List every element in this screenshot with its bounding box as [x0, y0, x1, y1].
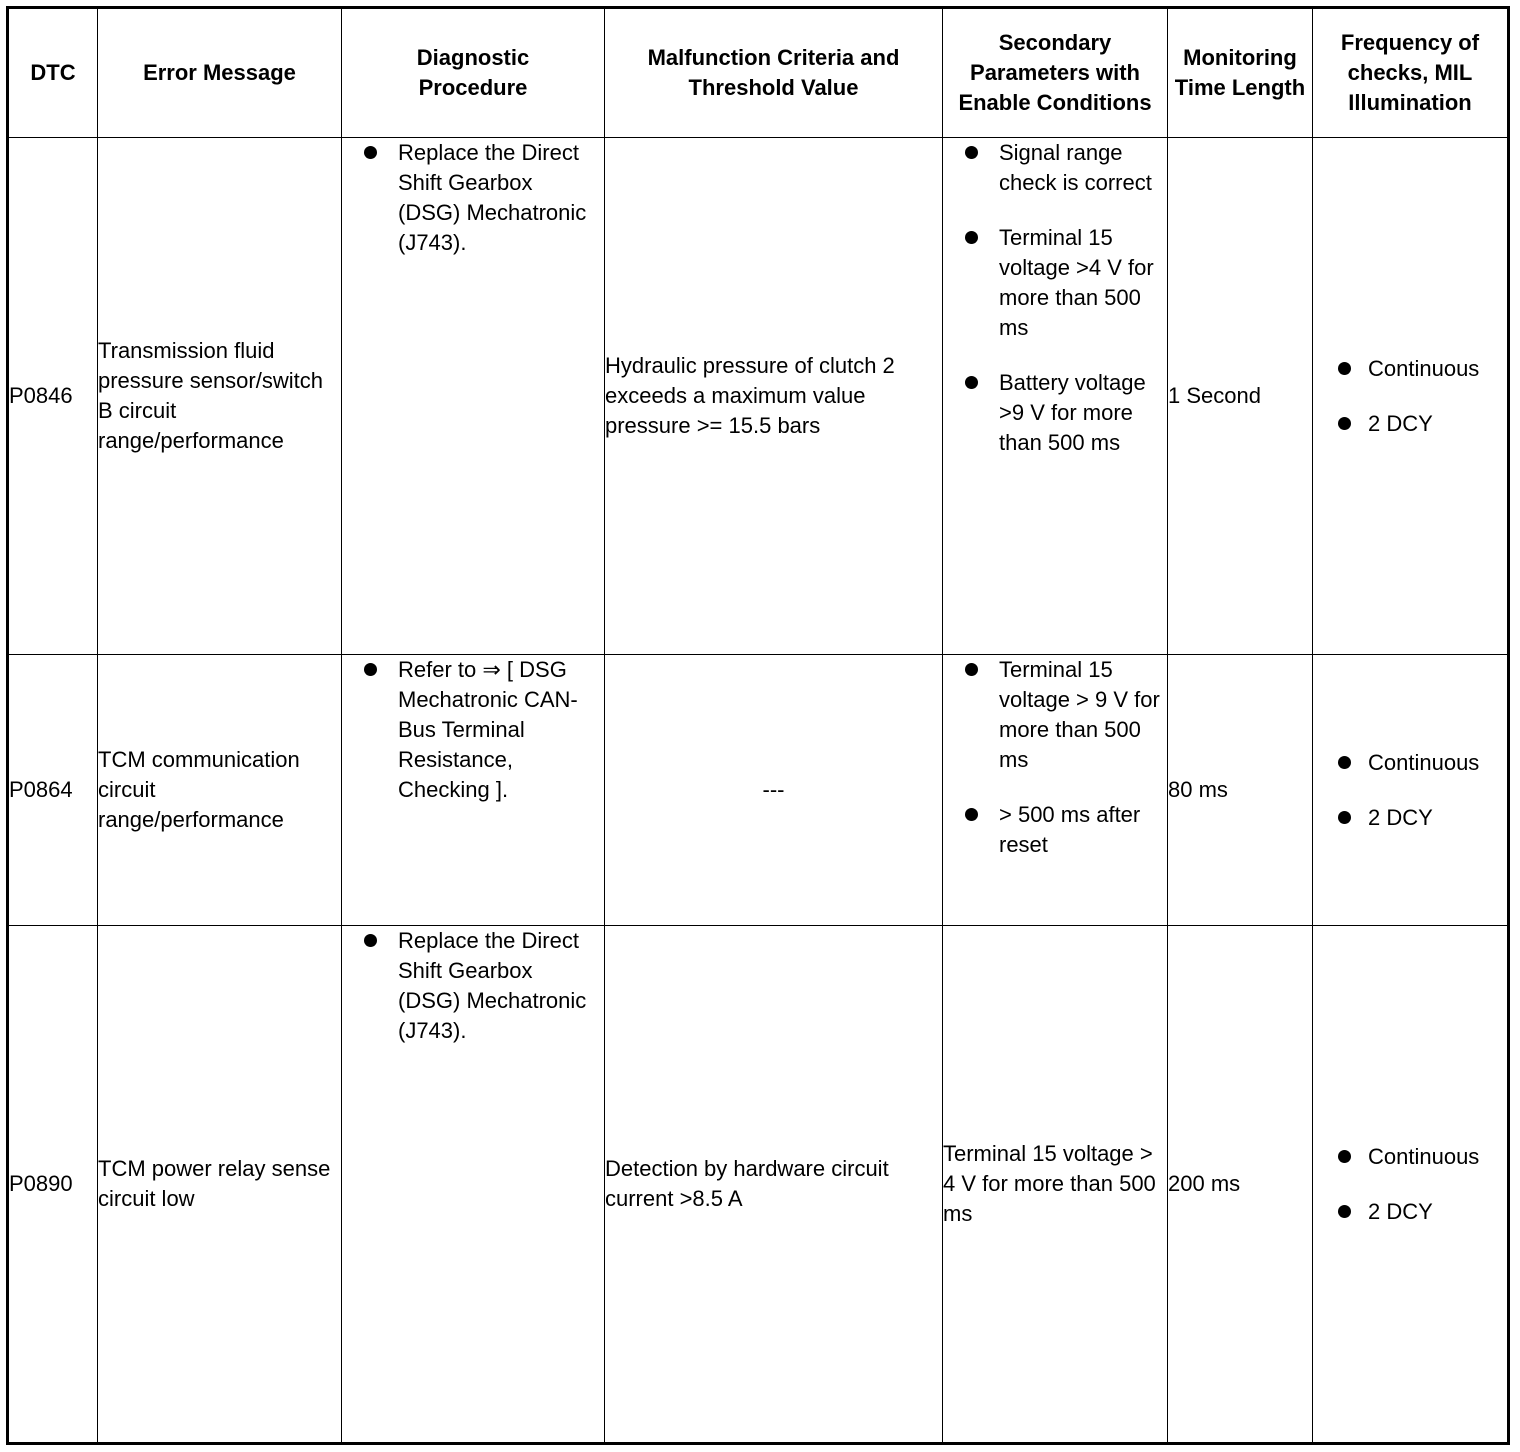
bullet-icon — [1338, 756, 1351, 769]
cell-monitoring-time: 1 Second — [1168, 138, 1313, 655]
cell-dtc: P0890 — [8, 926, 98, 1444]
cell-malfunction-criteria: Detection by hardware circuit current >8.5 A — [605, 926, 943, 1444]
secondary-condition: Terminal 15 voltage > 9 V for more than 500 ms — [999, 657, 1160, 772]
list-item — [943, 368, 1167, 458]
bullet-icon — [1338, 811, 1351, 824]
secondary-list — [943, 138, 1167, 458]
cell-error-message: Transmission fluid pressure sensor/switch B circuit range/performance — [98, 138, 342, 655]
table-row — [8, 138, 1509, 655]
cell-frequency — [1313, 926, 1509, 1444]
header-row — [8, 8, 1509, 138]
list-item — [1313, 803, 1507, 833]
secondary-condition: Battery voltage >9 V for more than 500 ms — [999, 370, 1146, 455]
cell-malfunction-criteria: Hydraulic pressure of clutch 2 exceeds a maximum value pressure >= 15.5 bars — [605, 138, 943, 655]
list-item — [1313, 354, 1507, 384]
dtc-table — [6, 6, 1510, 1445]
list-item — [342, 138, 604, 258]
cell-frequency — [1313, 655, 1509, 926]
cell-secondary-parameters — [943, 655, 1168, 926]
secondary-condition: Signal range check is correct — [999, 140, 1152, 195]
list-item — [943, 800, 1167, 860]
header-diagnostic-procedure: Diagnostic Procedure — [342, 8, 605, 138]
diagnostic-step: Refer to ⇒ [ DSG Mechatronic CAN-Bus Terminal Resistance, Checking ]. — [398, 657, 578, 802]
diagnostic-list — [342, 138, 604, 258]
cell-diagnostic-procedure — [342, 926, 605, 1444]
list-item — [342, 926, 604, 1046]
bullet-icon — [1338, 1205, 1351, 1218]
list-item — [943, 138, 1167, 198]
cell-error-message: TCM power relay sense circuit low — [98, 926, 342, 1444]
diagnostic-list — [342, 655, 604, 805]
frequency-value: 2 DCY — [1368, 1198, 1433, 1224]
bullet-icon — [364, 663, 377, 676]
header-secondary-parameters: Secondary Parameters with Enable Conditions — [943, 8, 1168, 138]
cell-malfunction-criteria: --- — [605, 655, 943, 926]
bullet-icon — [965, 663, 978, 676]
bullet-icon — [965, 808, 978, 821]
diagnostic-step: Replace the Direct Shift Gearbox (DSG) Mechatronic (J743). — [398, 140, 587, 255]
cell-diagnostic-procedure — [342, 138, 605, 655]
bullet-icon — [1338, 362, 1351, 375]
list-item — [1313, 1197, 1507, 1227]
bullet-icon — [1338, 1150, 1351, 1163]
list-item — [1313, 748, 1507, 778]
bullet-icon — [965, 376, 978, 389]
bullet-icon — [364, 146, 377, 159]
header-dtc: DTC — [8, 8, 98, 138]
list-item — [1313, 409, 1507, 439]
cell-monitoring-time: 80 ms — [1168, 655, 1313, 926]
frequency-value: Continuous — [1368, 355, 1480, 381]
cell-frequency — [1313, 138, 1509, 655]
cell-diagnostic-procedure — [342, 655, 605, 926]
cell-secondary-parameters — [943, 138, 1168, 655]
bullet-icon — [965, 231, 978, 244]
diagnostic-list — [342, 926, 604, 1046]
header-monitoring-time: Monitoring Time Length — [1168, 8, 1313, 138]
cell-secondary-parameters: Terminal 15 voltage > 4 V for more than 500 ms — [943, 926, 1168, 1444]
cell-dtc: P0846 — [8, 138, 98, 655]
bullet-icon — [1338, 417, 1351, 430]
cell-dtc: P0864 — [8, 655, 98, 926]
secondary-condition: > 500 ms after reset — [999, 802, 1141, 857]
dtc-table-container — [6, 6, 1510, 1445]
header-malfunction-criteria: Malfunction Criteria and Threshold Value — [605, 8, 943, 138]
secondary-list — [943, 655, 1167, 860]
cell-monitoring-time: 200 ms — [1168, 926, 1313, 1444]
frequency-value: Continuous — [1368, 749, 1480, 775]
frequency-list — [1313, 354, 1507, 439]
table-row — [8, 926, 1509, 1444]
frequency-value: 2 DCY — [1368, 410, 1433, 436]
bullet-icon — [965, 146, 978, 159]
table-row — [8, 655, 1509, 926]
diagnostic-step: Replace the Direct Shift Gearbox (DSG) Mechatronic (J743). — [398, 928, 587, 1043]
list-item — [1313, 1142, 1507, 1172]
frequency-value: 2 DCY — [1368, 804, 1433, 830]
list-item — [943, 655, 1167, 775]
frequency-value: Continuous — [1368, 1143, 1480, 1169]
list-item — [342, 655, 604, 805]
list-item — [943, 223, 1167, 343]
secondary-condition: Terminal 15 voltage >4 V for more than 500 ms — [999, 225, 1154, 340]
frequency-list — [1313, 1142, 1507, 1227]
header-frequency: Frequency of checks, MIL Illumination — [1313, 8, 1509, 138]
frequency-list — [1313, 748, 1507, 833]
bullet-icon — [364, 934, 377, 947]
header-error-message: Error Message — [98, 8, 342, 138]
cell-error-message: TCM communication circuit range/performance — [98, 655, 342, 926]
